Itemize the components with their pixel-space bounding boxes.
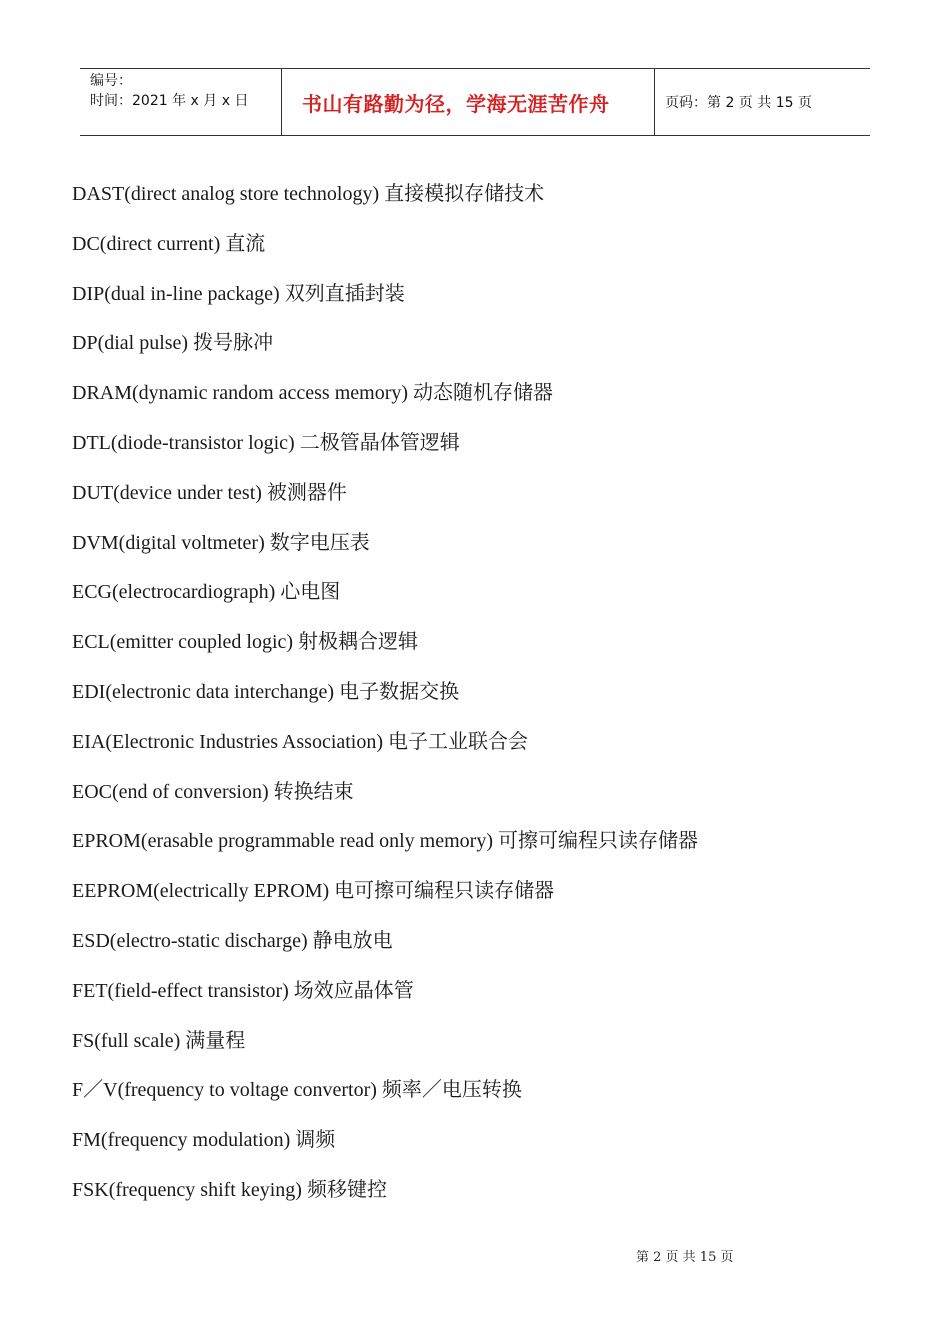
glossary-entry	[72, 226, 912, 276]
glossary-entry-text: DTL(diode-transistor logic) 二极管晶体管逻辑	[72, 431, 460, 454]
glossary-entry-text: ESD(electro-static discharge) 静电放电	[72, 929, 393, 952]
glossary-entry-text: DAST(direct analog store technology) 直接模拟存储技术	[72, 183, 545, 205]
glossary-entry	[72, 1122, 912, 1172]
glossary-entry	[72, 724, 912, 774]
glossary-entry	[72, 823, 912, 873]
glossary-entry	[72, 624, 912, 674]
glossary-entry	[72, 973, 912, 1023]
page-info-text: 页码：第 2 页 共 15 页	[665, 95, 812, 111]
page-header	[80, 68, 870, 136]
glossary-entry-text: FS(full scale) 满量程	[72, 1029, 246, 1052]
glossary-entry-text: DUT(device under test) 被测器件	[72, 481, 347, 504]
glossary-list	[72, 176, 912, 1222]
glossary-entry	[72, 525, 912, 575]
glossary-entry-text: DRAM(dynamic random access memory) 动态随机存储器	[72, 382, 554, 405]
footer-page-number: 第 2 页 共 15 页	[636, 1250, 734, 1265]
glossary-entry-text: DP(dial pulse) 拨号脉冲	[72, 332, 274, 355]
header-page-info	[655, 69, 870, 135]
glossary-entry-text: EEPROM(electrically EPROM) 电可擦可编程只读存储器	[72, 880, 555, 903]
glossary-entry-text: DVM(digital voltmeter) 数字电压表	[72, 531, 370, 554]
glossary-entry	[72, 176, 912, 226]
glossary-entry-text: DIP(dual in-line package) 双列直插封装	[72, 282, 405, 305]
header-meta	[80, 69, 282, 135]
glossary-entry	[72, 923, 912, 973]
glossary-entry-text: EOC(end of conversion) 转换结束	[72, 780, 354, 803]
glossary-entry-text: F／V(frequency to voltage convertor) 频率／电压转换	[72, 1079, 522, 1102]
glossary-entry	[72, 574, 912, 624]
page-footer	[636, 1246, 733, 1265]
document-time-label: 时间：2021 年 x 月 x 日	[90, 93, 249, 109]
glossary-entry-text: EIA(Electronic Industries Association) 电子工业联合会	[72, 730, 529, 753]
header-motto	[282, 69, 655, 135]
glossary-entry-text: DC(direct current) 直流	[72, 232, 266, 255]
glossary-entry	[72, 1072, 912, 1122]
glossary-entry-text: FET(field-effect transistor) 场效应晶体管	[72, 979, 414, 1002]
glossary-entry	[72, 475, 912, 525]
glossary-entry	[72, 1023, 912, 1073]
document-number-label: 编号：	[90, 73, 132, 89]
glossary-entry	[72, 325, 912, 375]
glossary-entry	[72, 276, 912, 326]
motto-text: 书山有路勤为径，学海无涯苦作舟	[302, 91, 610, 116]
glossary-entry-text: EPROM(erasable programmable read only memory) 可擦可编程只读存储器	[72, 830, 698, 853]
glossary-entry	[72, 774, 912, 824]
glossary-entry	[72, 425, 912, 475]
glossary-entry-text: ECL(emitter coupled logic) 射极耦合逻辑	[72, 631, 419, 654]
glossary-entry	[72, 1172, 912, 1222]
glossary-entry-text: FSK(frequency shift keying) 频移键控	[72, 1178, 387, 1201]
glossary-entry-text: FM(frequency modulation) 调频	[72, 1129, 336, 1152]
glossary-entry-text: EDI(electronic data interchange) 电子数据交换	[72, 680, 460, 703]
glossary-entry	[72, 375, 912, 425]
glossary-entry	[72, 873, 912, 923]
glossary-entry-text: ECG(electrocardiograph) 心电图	[72, 581, 341, 604]
glossary-entry	[72, 674, 912, 724]
